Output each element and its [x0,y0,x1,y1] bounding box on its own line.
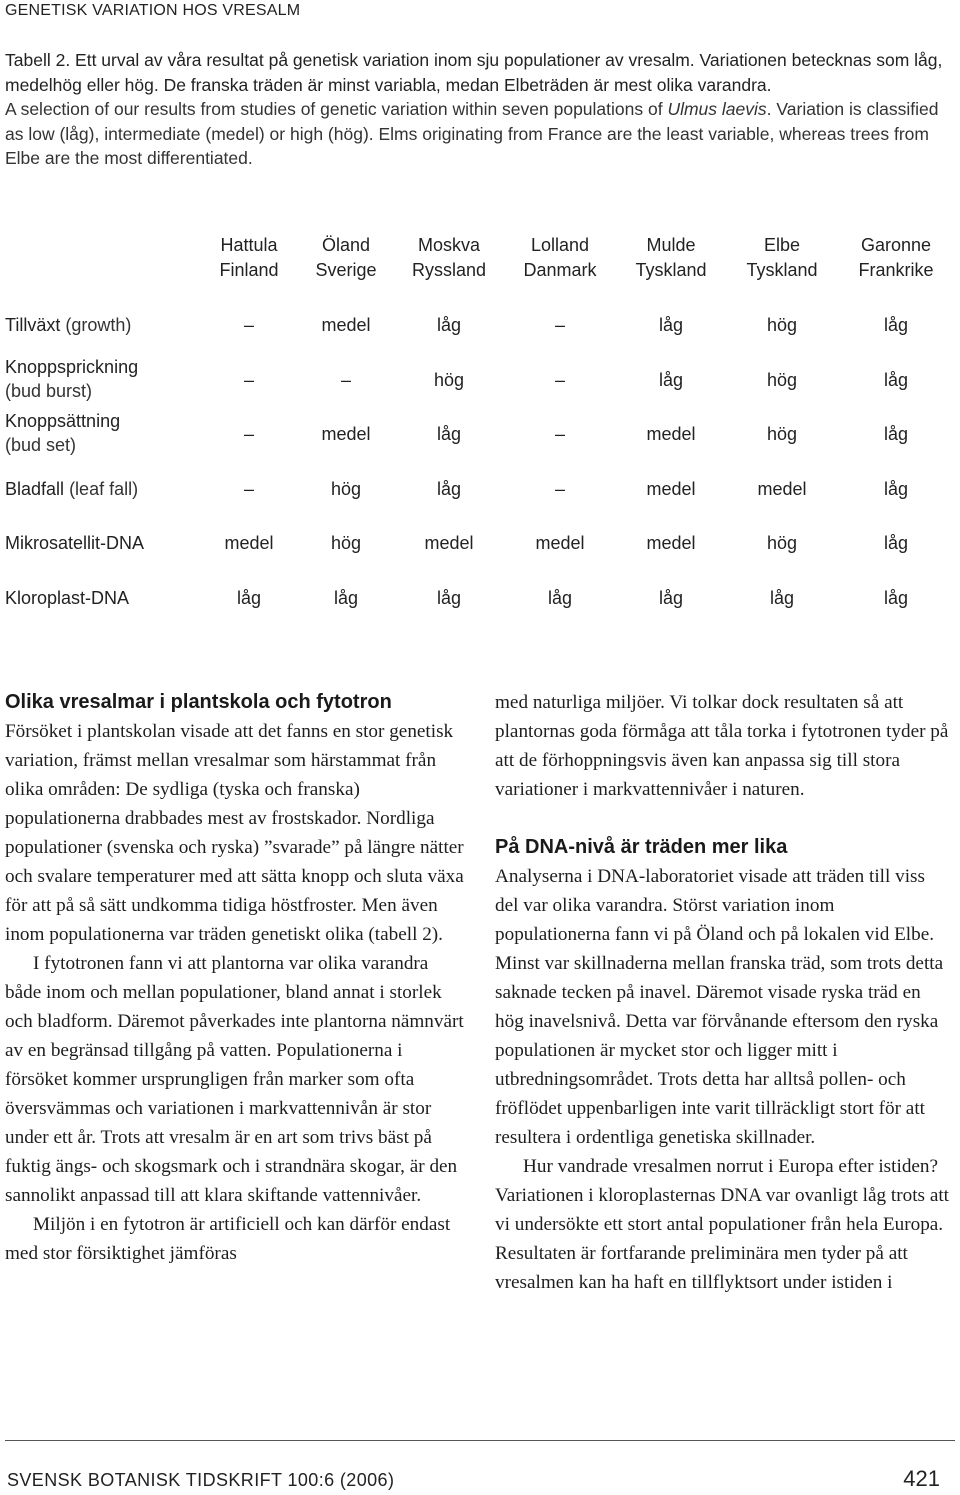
table-cell: låg [436,588,462,608]
table-cell: låg [236,588,262,608]
table-cell: – [554,370,565,390]
table-cell: hög [766,315,798,335]
paragraph: I fytotronen fann vi att plantorna var olika varandra både inom och mellan populationer, bland annat i storlek och bladform. Däremot påverkades inte plantorna nämnvärt av en begränsad tillgång på vatten. Populationerna i försöket kommer ursprungligen från marker som ofta översvämmas och variationen i markvattennivån är stor under ett år. Trots att vresalm är en art som trivs bäst på fuktig ängs- och skogsmark och i strandnära skogar, är den sannolikt anpassad till att klara skiftande vattennivåer. [5,953,464,1206]
table-cell: hög [433,370,465,390]
table-cell: låg [658,370,684,390]
table-cell: medel [646,424,696,444]
page-number: 421 [903,1466,940,1491]
table-cell: medel [321,315,371,335]
paragraph: med naturliga miljöer. Vi tolkar dock resultaten så att plantornas goda förmåga att tåla torka i fytotronen tyder på att de förhoppningsvis även kan anpassa sig till stora variationer i markvattennivåer i naturen. [495,692,949,800]
table-cell: låg [769,588,795,608]
table-cell: hög [330,533,362,553]
row-label-bud-set: Knoppsättning (bud set) [5,411,121,455]
caption-swedish: Tabell 2. Ett urval av våra resultat på genetisk variation inom sju populationer av vresalm. Variationen betecknas som låg, medelhög eller hög. De franska träden är minst variabla, medan Elbeträden är mest olika varandra. [5,50,943,95]
table-cell: låg [883,533,909,553]
table-cell: – [554,315,565,335]
table-cell: låg [436,479,462,499]
row-label-microsatellite-dna: Mikrosatellit-DNA [5,533,145,553]
footer-divider [5,1440,955,1441]
running-header: GENETISK VARIATION HOS VRESALM [5,2,301,19]
table-cell: låg [547,588,573,608]
table-cell: – [243,315,254,335]
table-cell: – [554,424,565,444]
paragraph: Analyserna i DNA-laboratoriet visade att träden till viss del var olika varandra. Störst variation inom populationerna fann vi på Öland och på lokalen vid Elbe. Minst var skillnaderna mellan franska träd, som trots detta saknade tecken på inavel. Däremot visade ryska träd en hög inavelsnivå. Detta var förvånande eftersom den ryska populationen är mycket stor och ligger mitt i utbredningsområdet. Trots detta har alltså pollen- och fröflödet uppenbarligen inte varit tillräckligt stort för att resultera i ordentliga genetiska skillnader. [495,866,944,1148]
table-cell: låg [436,315,462,335]
table-cell: hög [330,479,362,499]
paragraph: Försöket i plantskolan visade att det fanns en stor genetisk variation, främst mellan vresalmar som härstammat från olika områden: De sydliga (tyska och franska) populationerna drabbades mest av frostskador. Nordliga populationer (svenska och ryska) ”svarade” på längre nätter och svalare temperaturer med att sätta knopp och sluta växa för att på så sätt undkomma tidiga höstfroster. Men även inom populationerna var träden genetiskt olika (tabell 2). [5,721,464,945]
table-cell: låg [883,424,909,444]
table-cell: låg [658,588,684,608]
table-cell: medel [757,479,807,499]
table-cell: – [243,479,254,499]
table-cell: låg [658,315,684,335]
table-cell: – [243,424,254,444]
column-header-mulde: Mulde Tyskland [635,235,707,280]
table-cell: hög [766,370,798,390]
table-cell: – [243,370,254,390]
table-cell: hög [766,533,798,553]
paragraph: Miljön i en fytotron är artificiell och kan därför endast med stor försiktighet jämföras [5,1214,451,1264]
column-header-oland: Öland Sverige [315,235,377,280]
table-cell: medel [424,533,474,553]
table-cell: – [554,479,565,499]
journal-footer: SVENSK BOTANISK TIDSKRIFT 100:6 (2006) [7,1470,395,1490]
table-cell: – [340,370,351,390]
table-caption [5,48,950,171]
left-text-column [5,688,467,1268]
paragraph: Hur vandrade vresalmen norrut i Europa efter istiden? Variationen i kloroplasternas DNA var ovanligt låg trots att vi undersökte ett stort antal populationer från hela Europa. Resultaten är fortfarande preliminära men tyder på att vresalmen kan ha haft en tillflyktsort under istiden i [495,1156,949,1293]
row-label-chloroplast-dna: Kloroplast-DNA [5,588,130,608]
column-header-garonne: Garonne Frankrike [858,235,934,280]
row-label-bud-burst: Knoppsprickning (bud burst) [5,357,139,401]
table-cell: låg [333,588,359,608]
table-cell: låg [883,479,909,499]
section-heading-nursery: Olika vresalmar i plantskola och fytotron [5,691,392,713]
table-cell: låg [883,370,909,390]
row-label-growth: Tillväxt (growth) [5,315,132,335]
table-cell: låg [436,424,462,444]
column-header-hattula: Hattula Finland [219,235,279,280]
species-name: Ulmus laevis [667,99,767,119]
table-cell: medel [646,533,696,553]
row-label-leaf-fall: Bladfall (leaf fall) [5,479,139,499]
table-cell: medel [224,533,274,553]
table-cell: medel [535,533,585,553]
table-cell: hög [766,424,798,444]
table-cell: låg [883,588,909,608]
column-header-elbe: Elbe Tyskland [746,235,818,280]
table-cell: medel [321,424,371,444]
table-cell: låg [883,315,909,335]
section-heading-dna: På DNA-nivå är träden mer lika [495,836,788,858]
table-cell: medel [646,479,696,499]
caption-english: A selection of our results from studies of genetic variation within seven populations of Ulmus laevis. Variation is classified as low (låg), intermediate (medel) or high (hög). Elms originating from France are the least variable, whereas trees from Elbe are the most differentiated. [5,99,939,168]
column-header-lolland: Lolland Danmark [523,235,597,280]
right-text-column [495,688,953,1297]
column-header-moskva: Moskva Ryssland [411,235,487,280]
